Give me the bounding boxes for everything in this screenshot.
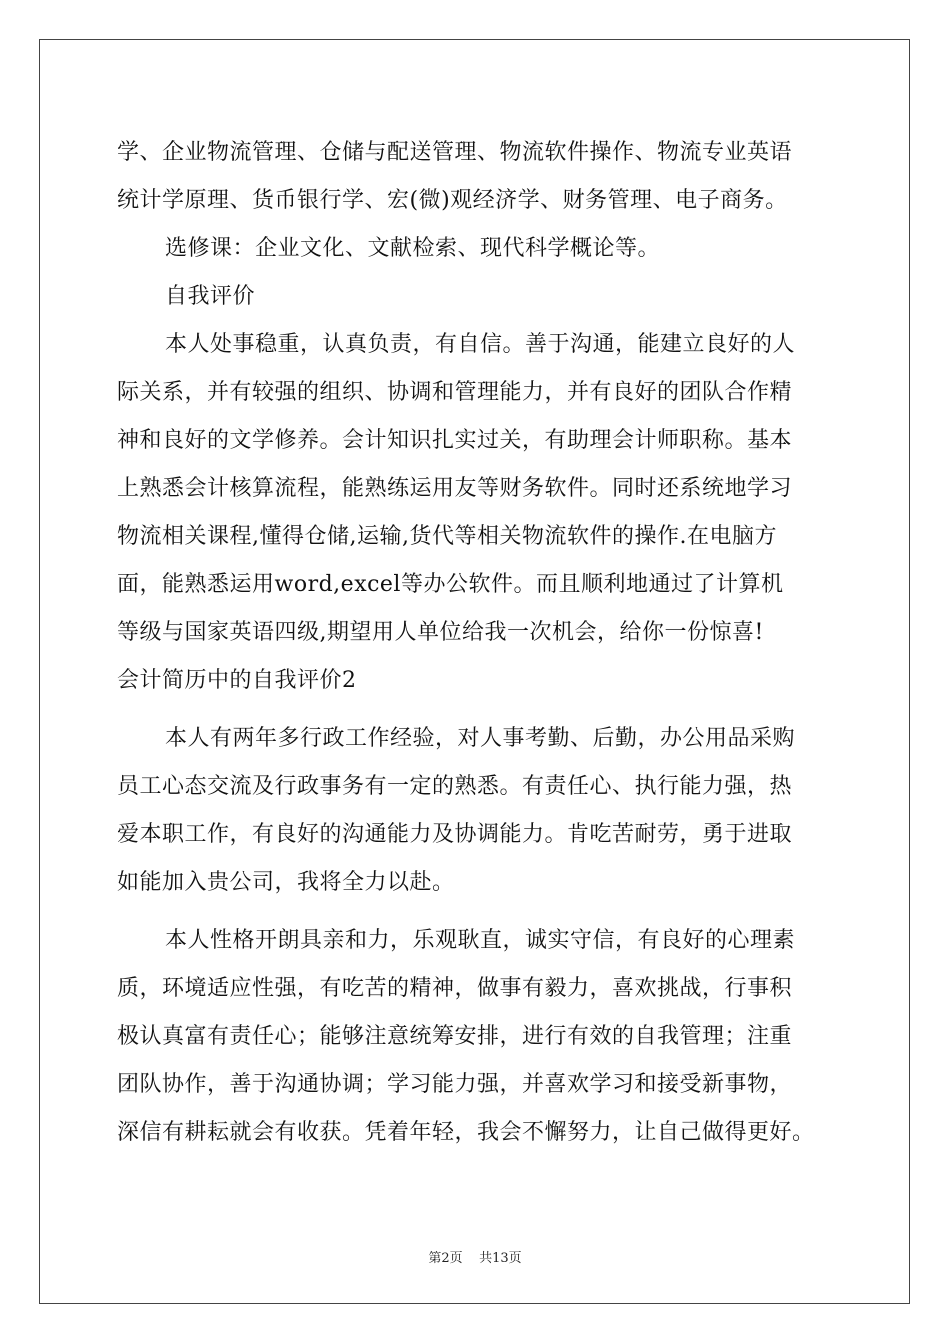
text-line: 上熟悉会计核算流程，能熟练运用友等财务软件。同时还系统地学习 (117, 476, 793, 501)
page-number: 第2页 (428, 1251, 463, 1266)
text-line: 深信有耕耘就会有收获。凭着年轻，我会不懈努力，让自己做得更好。 (117, 1120, 815, 1145)
text-line: 本人有两年多行政工作经验，对人事考勤、后勤，办公用品采购 (165, 726, 796, 751)
text-line: 员工心态交流及行政事务有一定的熟悉。有责任心、执行能力强，热 (117, 774, 793, 799)
page-footer (0, 1247, 950, 1266)
text-line: 质，环境适应性强，有吃苦的精神，做事有毅力，喜欢挑战，行事积 (117, 976, 793, 1001)
text-line: 面，能熟悉运用word,excel等办公软件。而且顺利地通过了计算机 (117, 572, 784, 597)
text-line: 物流相关课程,懂得仓储,运输,货代等相关物流软件的操作.在电脑方 (117, 524, 777, 549)
page-total: 共13页 (479, 1251, 522, 1266)
text-line: 本人性格开朗具亲和力，乐观耿直，诚实守信，有良好的心理素 (165, 928, 796, 953)
text-line: 团队协作，善于沟通协调；学习能力强，并喜欢学习和接受新事物， (117, 1072, 793, 1097)
footer-separator (463, 1251, 480, 1266)
document-body (117, 129, 837, 1157)
text-line: 统计学原理、货币银行学、宏(微)观经济学、财务管理、电子商务。 (117, 188, 788, 213)
text-line: 学、企业物流管理、仓储与配送管理、物流软件操作、物流专业英语 (117, 140, 793, 165)
spacer (117, 907, 837, 917)
text-line: 如能加入贵公司，我将全力以赴。 (117, 870, 455, 895)
text-line: 等级与国家英语四级,期望用人单位给我一次机会，给你一份惊喜! (117, 620, 764, 645)
text-line: 神和良好的文学修养。会计知识扎实过关，有助理会计师职称。基本 (117, 428, 793, 453)
text-line: 爱本职工作，有良好的沟通能力及协调能力。肯吃苦耐劳，勇于进取 (117, 822, 793, 847)
text-line: 选修课：企业文化、文献检索、现代科学概论等。 (165, 236, 661, 261)
text-line: 极认真富有责任心；能够注意统筹安排，进行有效的自我管理；注重 (117, 1024, 793, 1049)
section-title: 会计简历中的自我评价2 (117, 668, 357, 693)
section-heading: 自我评价 (165, 284, 256, 309)
text-line: 际关系，并有较强的组织、协调和管理能力，并有良好的团队合作精 (117, 380, 793, 405)
text-line: 本人处事稳重，认真负责，有自信。善于沟通，能建立良好的人 (165, 332, 796, 357)
spacer (117, 705, 837, 715)
